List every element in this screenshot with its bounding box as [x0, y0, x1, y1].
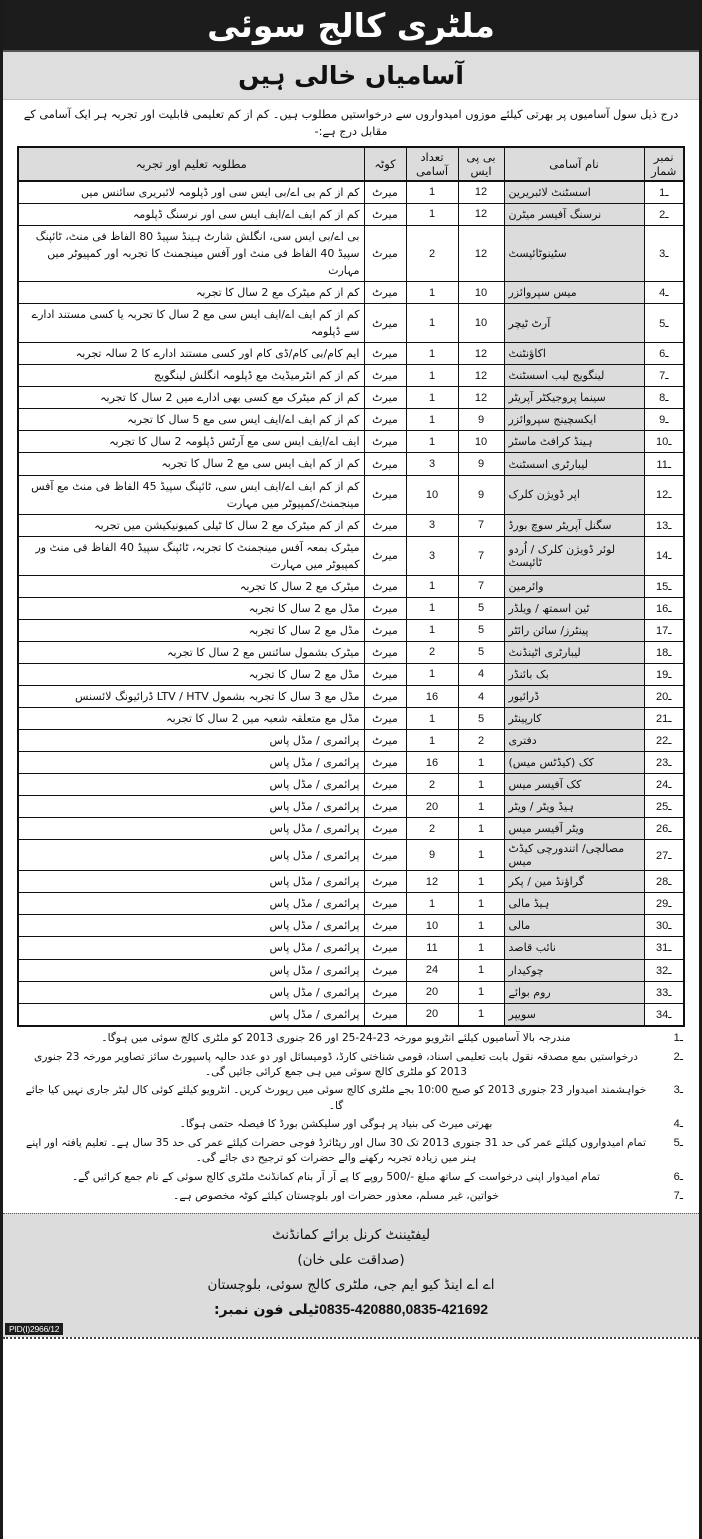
table-row [18, 796, 684, 818]
table-row [18, 387, 684, 409]
note-text: درخواستیں بمع مصدقہ نقول بابت تعلیمی اسناد، قومی شناختی کارڈ، ڈومیسائل اور دو عدد حالیہ پاسپورٹ سائز تصاویر مورخہ 23 جنوری 2013 کو ملٹری کالج سوئی میں ہی جمع کرائی جائیں گی۔ [34, 1050, 638, 1078]
cell-serial: 34ـ [644, 1003, 684, 1026]
cell-serial: 31ـ [644, 937, 684, 959]
cell-quota: میرٹ [364, 387, 406, 409]
cell-post-name: سینما پروجیکٹر آپریٹر [504, 387, 644, 409]
condition-note [19, 1050, 683, 1081]
signature-block [3, 1213, 699, 1337]
cell-bps: 12 [458, 225, 504, 281]
cell-bps: 1 [458, 796, 504, 818]
cell-bps: 10 [458, 431, 504, 453]
cell-quota: میرٹ [364, 818, 406, 840]
cell-serial: 25ـ [644, 796, 684, 818]
contact-phone-line [3, 1297, 699, 1323]
cell-post-name: کک (کیڈٹس میس) [504, 752, 644, 774]
cell-bps: 1 [458, 981, 504, 1003]
cell-quota: میرٹ [364, 514, 406, 536]
cell-quota: میرٹ [364, 959, 406, 981]
table-row [18, 774, 684, 796]
note-number: 1ـ [673, 1031, 683, 1044]
cell-qualification: کم از کم ایف اے/ایف ایس سی مع 5 سال کا تجربہ [18, 409, 364, 431]
cell-qualification: پرائمری / مڈل پاس [18, 730, 364, 752]
table-row [18, 663, 684, 685]
cell-bps: 5 [458, 708, 504, 730]
table-row [18, 752, 684, 774]
cell-bps: 9 [458, 453, 504, 475]
cell-serial: 22ـ [644, 730, 684, 752]
cell-post-name: کارپینٹر [504, 708, 644, 730]
cell-vacancy-count: 2 [406, 225, 458, 281]
cell-bps: 12 [458, 203, 504, 225]
cell-vacancy-count: 24 [406, 959, 458, 981]
cell-quota: میرٹ [364, 981, 406, 1003]
cell-bps: 1 [458, 893, 504, 915]
cell-vacancy-count: 20 [406, 981, 458, 1003]
note-text: تمام امیدوار اپنی درخواست کے ساتھ مبلغ -/500 روپے کا پے آر آر بنام کمانڈنٹ ملٹری کالج سوئی کے نام جمع کرائیں گے۔ [71, 1170, 601, 1183]
cell-vacancy-count: 16 [406, 686, 458, 708]
table-row [18, 730, 684, 752]
cell-vacancy-count: 1 [406, 575, 458, 597]
pid-tag: PID(I)2966/12 [5, 1323, 63, 1335]
note-number: 5ـ [673, 1136, 683, 1149]
cell-post-name: سٹینوٹائپسٹ [504, 225, 644, 281]
cell-qualification: میٹرک مع 2 سال کا تجربہ [18, 575, 364, 597]
cell-post-name: لینگویج لیب اسسٹنٹ [504, 365, 644, 387]
cell-post-name: مالی [504, 915, 644, 937]
cell-quota: میرٹ [364, 225, 406, 281]
cell-serial: 4ـ [644, 282, 684, 304]
cell-bps: 9 [458, 409, 504, 431]
cell-qualification: ایف اے/ایف ایس سی مع آرٹس ڈپلومہ 2 سال کا تجربہ [18, 431, 364, 453]
cell-post-name: آرٹ ٹیچر [504, 304, 644, 343]
cell-serial: 21ـ [644, 708, 684, 730]
cell-serial: 11ـ [644, 453, 684, 475]
table-row [18, 1003, 684, 1026]
cell-serial: 12ـ [644, 475, 684, 514]
cell-qualification: کم از کم ایف اے/ایف ایس سی، ٹائپنگ سپیڈ 45 الفاظ فی منٹ مع آفس مینجمنٹ/کمپیوٹر میں مہارت [18, 475, 364, 514]
cell-post-name: روم بوائے [504, 981, 644, 1003]
cell-serial: 32ـ [644, 959, 684, 981]
table-row [18, 893, 684, 915]
cell-quota: میرٹ [364, 282, 406, 304]
phone-label: ٹیلی فون نمبر: [213, 1302, 320, 1319]
cell-post-name: مصالچی/ اتندورچی کیڈٹ میس [504, 840, 644, 871]
condition-note [19, 1189, 683, 1205]
cell-qualification: پرائمری / مڈل پاس [18, 752, 364, 774]
cell-vacancy-count: 10 [406, 915, 458, 937]
intro-paragraph: درج ذیل سول آسامیوں پر بھرتی کیلئے موزوں امیدواروں سے درخواستیں مطلوب ہیں۔ کم از کم تعلیمی قابلیت اور تجربہ ہر ایک آسامی کے مقابل درج ہے:- [3, 100, 699, 146]
table-row [18, 686, 684, 708]
cell-serial: 23ـ [644, 752, 684, 774]
cell-bps: 7 [458, 514, 504, 536]
cell-vacancy-count: 1 [406, 619, 458, 641]
table-row [18, 959, 684, 981]
cell-quota: میرٹ [364, 752, 406, 774]
cell-qualification: پرائمری / مڈل پاس [18, 937, 364, 959]
table-row [18, 708, 684, 730]
cell-post-name: اپر ڈویژن کلرک [504, 475, 644, 514]
cell-quota: میرٹ [364, 619, 406, 641]
column-header-quota: کوٹہ [364, 147, 406, 181]
cell-qualification: ایم کام/بی کام/ڈی کام اور کسی مستند ادارے کا 2 سالہ تجربہ [18, 343, 364, 365]
table-row [18, 181, 684, 204]
table-row [18, 225, 684, 281]
cell-vacancy-count: 1 [406, 304, 458, 343]
condition-note [19, 1083, 683, 1114]
column-header-bps: بی پی ایس [458, 147, 504, 181]
cell-vacancy-count: 1 [406, 387, 458, 409]
cell-post-name: لوئر ڈویژن کلرک / اُردو ٹائپسٹ [504, 536, 644, 575]
cell-qualification: مڈل مع 3 سال کا تجربہ بشمول LTV / HTV ڈرائیونگ لائسنس [18, 686, 364, 708]
cell-vacancy-count: 1 [406, 663, 458, 685]
cell-qualification: پرائمری / مڈل پاس [18, 893, 364, 915]
table-row [18, 365, 684, 387]
cell-bps: 1 [458, 937, 504, 959]
signatory-unit: اے اے اینڈ کیو ایم جی، ملٹری کالج سوئی، بلوچستان [207, 1276, 495, 1293]
table-row [18, 203, 684, 225]
cell-vacancy-count: 1 [406, 431, 458, 453]
cell-serial: 29ـ [644, 893, 684, 915]
cell-bps: 12 [458, 181, 504, 204]
cell-bps: 2 [458, 730, 504, 752]
cell-vacancy-count: 3 [406, 536, 458, 575]
cell-post-name: وائرمین [504, 575, 644, 597]
note-text: خواتین، غیر مسلم، معذور حضرات اور بلوچستان کیلئے کوٹہ مخصوص ہے۔ [173, 1189, 499, 1202]
cell-quota: میرٹ [364, 937, 406, 959]
column-header-vacancy-count: تعداد آسامی [406, 147, 458, 181]
cell-qualification: پرائمری / مڈل پاس [18, 796, 364, 818]
cell-qualification: بی اے/بی ایس سی، انگلش شارٹ ہینڈ سپیڈ 80 الفاظ فی منٹ، ٹائپنگ سپیڈ 40 الفاظ فی منٹ اور آفس مینجمنٹ کا تجربہ اور کمپیوٹر میں مہارت [18, 225, 364, 281]
cell-qualification: کم از کم میٹرک مع 2 سال کا ٹیلی کمیونیکیشن میں تجربہ [18, 514, 364, 536]
cell-vacancy-count: 1 [406, 365, 458, 387]
cell-quota: میرٹ [364, 641, 406, 663]
cell-serial: 10ـ [644, 431, 684, 453]
cell-qualification: کم از کم ایف اے/ایف ایس سی مع 2 سال کا تجربہ یا کسی مستند ادارے سے ڈپلومہ [18, 304, 364, 343]
cell-bps: 1 [458, 871, 504, 893]
table-row [18, 453, 684, 475]
cell-serial: 17ـ [644, 619, 684, 641]
cell-qualification: میٹرک بمعہ آفس مینجمنٹ کا تجربہ، ٹائپنگ سپیڈ 40 الفاظ فی منٹ ور کمپیوٹر میں مہارت [18, 536, 364, 575]
note-text: مندرجہ بالا آسامیوں کیلئے انٹرویو مورخہ 23-24-25 اور 26 جنوری 2013 کو ملٹری کالج سوئی میں ہوگا۔ [101, 1031, 571, 1044]
cell-post-name: ہیڈ ویٹر / ویٹر [504, 796, 644, 818]
cell-post-name: نائب قاصد [504, 937, 644, 959]
column-header-post-name: نام آسامی [504, 147, 644, 181]
cell-bps: 1 [458, 752, 504, 774]
cell-quota: میرٹ [364, 575, 406, 597]
cell-serial: 1ـ [644, 181, 684, 204]
cell-vacancy-count: 1 [406, 282, 458, 304]
cell-quota: میرٹ [364, 597, 406, 619]
cell-vacancy-count: 11 [406, 937, 458, 959]
phone-numbers: 0835-420880,0835-421692 [319, 1301, 489, 1318]
cell-qualification: کم از کم میٹرک مع کسی بھی ادارے میں 2 سال کا تجربہ [18, 387, 364, 409]
cell-vacancy-count: 1 [406, 708, 458, 730]
column-header-serial: نمبر شمار [644, 147, 684, 181]
cell-post-name: ایکسچینج سپروائزر [504, 409, 644, 431]
cell-qualification: کم از کم ایف اے/ایف ایس سی اور نرسنگ ڈپلومہ [18, 203, 364, 225]
table-row [18, 343, 684, 365]
cell-vacancy-count: 1 [406, 409, 458, 431]
cell-vacancy-count: 20 [406, 796, 458, 818]
cell-bps: 1 [458, 840, 504, 871]
cell-bps: 1 [458, 959, 504, 981]
cell-vacancy-count: 10 [406, 475, 458, 514]
cell-post-name: نرسنگ آفیسر میٹرن [504, 203, 644, 225]
cell-bps: 5 [458, 619, 504, 641]
table-row [18, 536, 684, 575]
cell-serial: 20ـ [644, 686, 684, 708]
cell-quota: میرٹ [364, 431, 406, 453]
conditions-notes-list [3, 1027, 699, 1213]
cell-qualification: پرائمری / مڈل پاس [18, 774, 364, 796]
cell-post-name: ڈرائیور [504, 686, 644, 708]
condition-note [19, 1170, 683, 1186]
cell-vacancy-count: 1 [406, 203, 458, 225]
cell-bps: 7 [458, 575, 504, 597]
cell-serial: 6ـ [644, 343, 684, 365]
jobs-table-body [18, 181, 684, 1026]
cell-vacancy-count: 2 [406, 818, 458, 840]
cell-bps: 12 [458, 343, 504, 365]
cell-qualification: کم از کم انٹرمیڈیٹ مع ڈپلومہ انگلش لینگویج [18, 365, 364, 387]
table-row [18, 409, 684, 431]
cell-qualification: کم از کم بی اے/بی ایس سی اور ڈپلومہ لائبریری سائنس میں [18, 181, 364, 204]
jobs-table [17, 146, 685, 1027]
signatory-name: (صداقت علی خان) [297, 1251, 405, 1268]
cell-quota: میرٹ [364, 915, 406, 937]
cell-serial: 16ـ [644, 597, 684, 619]
table-row [18, 431, 684, 453]
note-text: بھرتی میرٹ کی بنیاد پر ہوگی اور سلیکشن بورڈ کا فیصلہ حتمی ہوگا۔ [179, 1118, 493, 1131]
bottom-divider [3, 1337, 699, 1339]
cell-bps: 12 [458, 387, 504, 409]
cell-qualification: پرائمری / مڈل پاس [18, 818, 364, 840]
cell-post-name: کک آفیسر میس [504, 774, 644, 796]
cell-quota: میرٹ [364, 840, 406, 871]
cell-bps: 9 [458, 475, 504, 514]
table-row [18, 475, 684, 514]
cell-serial: 15ـ [644, 575, 684, 597]
cell-vacancy-count: 1 [406, 343, 458, 365]
cell-serial: 7ـ [644, 365, 684, 387]
cell-qualification: کم از کم میٹرک مع 2 سال کا تجربہ [18, 282, 364, 304]
cell-quota: میرٹ [364, 1003, 406, 1026]
cell-vacancy-count: 2 [406, 774, 458, 796]
cell-quota: میرٹ [364, 203, 406, 225]
cell-vacancy-count: 16 [406, 752, 458, 774]
table-row [18, 282, 684, 304]
cell-serial: 27ـ [644, 840, 684, 871]
cell-qualification: پرائمری / مڈل پاس [18, 840, 364, 871]
table-row [18, 981, 684, 1003]
cell-post-name: پینٹرز/ سائن رائٹر [504, 619, 644, 641]
table-row [18, 619, 684, 641]
cell-qualification: پرائمری / مڈل پاس [18, 871, 364, 893]
cell-quota: میرٹ [364, 663, 406, 685]
cell-serial: 19ـ [644, 663, 684, 685]
table-row [18, 937, 684, 959]
cell-serial: 3ـ [644, 225, 684, 281]
cell-post-name: لیبارٹری اسسٹنٹ [504, 453, 644, 475]
cell-quota: میرٹ [364, 730, 406, 752]
cell-post-name: گراؤنڈ مین / پکر [504, 871, 644, 893]
cell-post-name: سویپر [504, 1003, 644, 1026]
note-text: تمام امیدواروں کیلئے عمر کی حد 31 جنوری 2013 تک 30 سال اور ریٹائرڈ فوجی حضرات کیلئے عمر کی حد 35 سال ہے۔ تعلیم یافتہ اور اپنے ہنر میں زیادہ تجربہ رکھنے والے حضرات کو ترجیح دی جائے گی۔ [26, 1136, 646, 1165]
cell-quota: میرٹ [364, 536, 406, 575]
cell-vacancy-count: 12 [406, 871, 458, 893]
cell-post-name: ٹین اسمتھ / ویلڈر [504, 597, 644, 619]
cell-serial: 14ـ [644, 536, 684, 575]
table-row [18, 304, 684, 343]
table-row [18, 871, 684, 893]
cell-vacancy-count: 20 [406, 1003, 458, 1026]
signatory-rank: لیفٹیننٹ کرنل برائے کمانڈنٹ [271, 1226, 431, 1243]
table-row [18, 818, 684, 840]
cell-quota: میرٹ [364, 365, 406, 387]
cell-bps: 5 [458, 597, 504, 619]
cell-post-name: دفتری [504, 730, 644, 752]
cell-serial: 9ـ [644, 409, 684, 431]
condition-note [19, 1117, 683, 1133]
table-row [18, 641, 684, 663]
cell-qualification: مڈل مع 2 سال کا تجربہ [18, 619, 364, 641]
cell-qualification: پرائمری / مڈل پاس [18, 915, 364, 937]
cell-quota: میرٹ [364, 796, 406, 818]
cell-serial: 30ـ [644, 915, 684, 937]
cell-quota: میرٹ [364, 708, 406, 730]
table-row [18, 597, 684, 619]
cell-quota: میرٹ [364, 774, 406, 796]
cell-vacancy-count: 1 [406, 181, 458, 204]
cell-qualification: مڈل مع 2 سال کا تجربہ [18, 597, 364, 619]
cell-bps: 10 [458, 282, 504, 304]
column-header-qualification: مطلوبہ تعلیم اور تجربہ [18, 147, 364, 181]
cell-post-name: اسسٹنٹ لائبریرین [504, 181, 644, 204]
note-text: خواہشمند امیدوار 23 جنوری 2013 کو صبح 10:00 بجے ملٹری کالج سوئی میں رپورٹ کریں۔ انٹرویو کیلئے کوئی کال لیٹر جاری نہیں کیا جائے گا۔ [25, 1084, 647, 1112]
cell-bps: 1 [458, 818, 504, 840]
cell-bps: 1 [458, 1003, 504, 1026]
cell-vacancy-count: 9 [406, 840, 458, 871]
cell-serial: 18ـ [644, 641, 684, 663]
cell-qualification: پرائمری / مڈل پاس [18, 1003, 364, 1026]
cell-bps: 5 [458, 641, 504, 663]
cell-serial: 26ـ [644, 818, 684, 840]
cell-vacancy-count: 3 [406, 453, 458, 475]
cell-qualification: میٹرک بشمول سائنس مع 2 سال کا تجربہ [18, 641, 364, 663]
condition-note [19, 1136, 683, 1167]
note-number: 3ـ [673, 1084, 683, 1097]
cell-post-name: ہینڈ کرافٹ ماسٹر [504, 431, 644, 453]
table-row [18, 915, 684, 937]
cell-qualification: مڈل مع 2 سال کا تجربہ [18, 663, 364, 685]
cell-bps: 1 [458, 774, 504, 796]
cell-qualification: مڈل مع متعلقہ شعبہ میں 2 سال کا تجربہ [18, 708, 364, 730]
cell-serial: 5ـ [644, 304, 684, 343]
note-number: 2ـ [673, 1050, 683, 1063]
cell-vacancy-count: 2 [406, 641, 458, 663]
cell-serial: 13ـ [644, 514, 684, 536]
cell-quota: میرٹ [364, 304, 406, 343]
cell-post-name: میس سپروائزر [504, 282, 644, 304]
cell-qualification: پرائمری / مڈل پاس [18, 959, 364, 981]
vacancy-subtitle-bar [3, 52, 699, 100]
cell-bps: 10 [458, 304, 504, 343]
institution-title: ملٹری کالج سوئی [207, 5, 495, 45]
note-number: 7ـ [673, 1189, 683, 1202]
table-row [18, 575, 684, 597]
cell-bps: 4 [458, 663, 504, 685]
table-row [18, 840, 684, 871]
cell-serial: 24ـ [644, 774, 684, 796]
cell-serial: 2ـ [644, 203, 684, 225]
cell-post-name: چوکیدار [504, 959, 644, 981]
cell-bps: 12 [458, 365, 504, 387]
cell-serial: 33ـ [644, 981, 684, 1003]
note-number: 6ـ [673, 1170, 683, 1183]
cell-post-name: ہیڈ مالی [504, 893, 644, 915]
table-header-row [18, 147, 684, 181]
cell-post-name: ویٹر آفیسر میس [504, 818, 644, 840]
table-row [18, 514, 684, 536]
cell-qualification: پرائمری / مڈل پاس [18, 981, 364, 1003]
cell-quota: میرٹ [364, 343, 406, 365]
cell-bps: 7 [458, 536, 504, 575]
cell-quota: میرٹ [364, 475, 406, 514]
cell-vacancy-count: 1 [406, 730, 458, 752]
cell-bps: 1 [458, 915, 504, 937]
cell-quota: میرٹ [364, 409, 406, 431]
cell-quota: میرٹ [364, 893, 406, 915]
cell-quota: میرٹ [364, 181, 406, 204]
cell-serial: 8ـ [644, 387, 684, 409]
jobs-table-container [3, 146, 699, 1027]
cell-post-name: بک بائنڈر [504, 663, 644, 685]
cell-vacancy-count: 1 [406, 597, 458, 619]
cell-vacancy-count: 3 [406, 514, 458, 536]
cell-quota: میرٹ [364, 686, 406, 708]
vacancy-subtitle: آسامیاں خالی ہیں [238, 61, 464, 90]
cell-bps: 4 [458, 686, 504, 708]
cell-post-name: سگنل آپریٹر سوچ بورڈ [504, 514, 644, 536]
cell-vacancy-count: 1 [406, 893, 458, 915]
condition-note [19, 1031, 683, 1047]
cell-quota: میرٹ [364, 453, 406, 475]
cell-post-name: لیبارٹری اٹینڈنٹ [504, 641, 644, 663]
cell-serial: 28ـ [644, 871, 684, 893]
cell-qualification: کم از کم ایف ایس سی مع 2 سال کا تجربہ [18, 453, 364, 475]
cell-post-name: اکاؤنٹنٹ [504, 343, 644, 365]
note-number: 4ـ [673, 1118, 683, 1131]
cell-quota: میرٹ [364, 871, 406, 893]
institution-title-bar [3, 0, 699, 52]
